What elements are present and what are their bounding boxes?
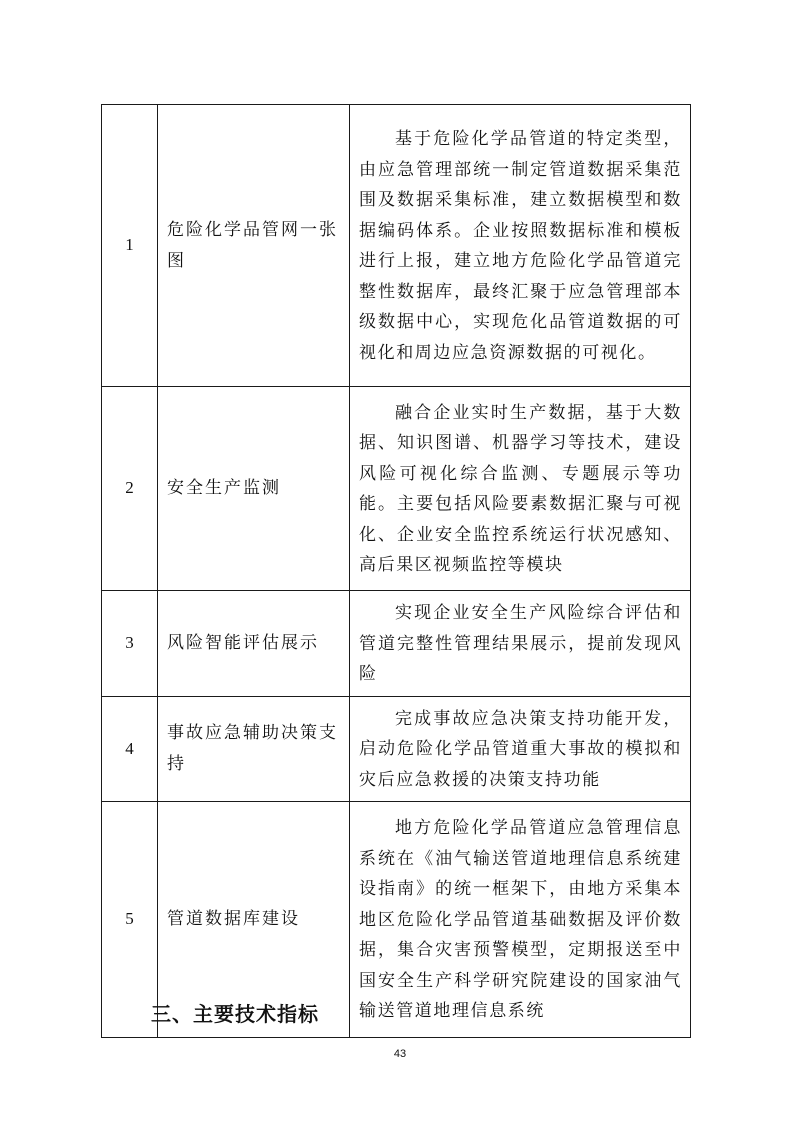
description-text: 融合企业实时生产数据，基于大数据、知识图谱、机器学习等技术，建设风险可视化综合监测、专题展示等功能。主要包括风险要素数据汇聚与可视化、企业安全监控系统运行状况感知、高后果区视频监控等模块 — [359, 402, 682, 575]
description-text: 实现企业安全生产风险综合评估和管道完整性管理结果展示，提前发现风险 — [359, 603, 682, 684]
item-name: 危险化学品管网一张图 — [158, 105, 350, 387]
content-table — [101, 104, 691, 1038]
row-number: 4 — [102, 696, 158, 802]
item-name: 管道数据库建设 — [158, 802, 350, 1038]
item-description — [350, 696, 691, 802]
item-description — [350, 387, 691, 591]
row-number: 1 — [102, 105, 158, 387]
page-number: 43 — [393, 1048, 407, 1060]
table-row — [102, 696, 691, 802]
table-row — [102, 387, 691, 591]
row-number: 2 — [102, 387, 158, 591]
description-text: 完成事故应急决策支持功能开发，启动危险化学品管道重大事故的模拟和灾后应急救援的决策支持功能 — [359, 708, 682, 790]
row-number: 5 — [102, 802, 158, 1038]
item-name: 风险智能评估展示 — [158, 591, 350, 697]
description-text: 基于危险化学品管道的特定类型，由应急管理部统一制定管道数据采集范围及数据采集标准，建立数据模型和数据编码体系。企业按照数据标准和模板进行上报，建立地方危险化学品管道完整性数据库，最终汇聚于应急管理部本级数据中心，实现危化品管道数据的可视化和周边应急资源数据的可视化。 — [359, 129, 682, 363]
row-number: 3 — [102, 591, 158, 697]
item-name: 安全生产监测 — [158, 387, 350, 591]
table-row — [102, 105, 691, 387]
description-text: 地方危险化学品管道应急管理信息系统在《油气输送管道地理信息系统建设指南》的统一框架下，由地方采集本地区危险化学品管道基础数据及评价数据，集合灾害预警模型，定期报送至中国安全生产科学研究院建设的国家油气输送管道地理信息系统 — [359, 818, 682, 1022]
table-row — [102, 591, 691, 697]
section-heading: 三、主要技术指标 — [151, 1002, 319, 1026]
item-name: 事故应急辅助决策支持 — [158, 696, 350, 802]
item-description — [350, 105, 691, 387]
item-description — [350, 802, 691, 1038]
item-description — [350, 591, 691, 697]
